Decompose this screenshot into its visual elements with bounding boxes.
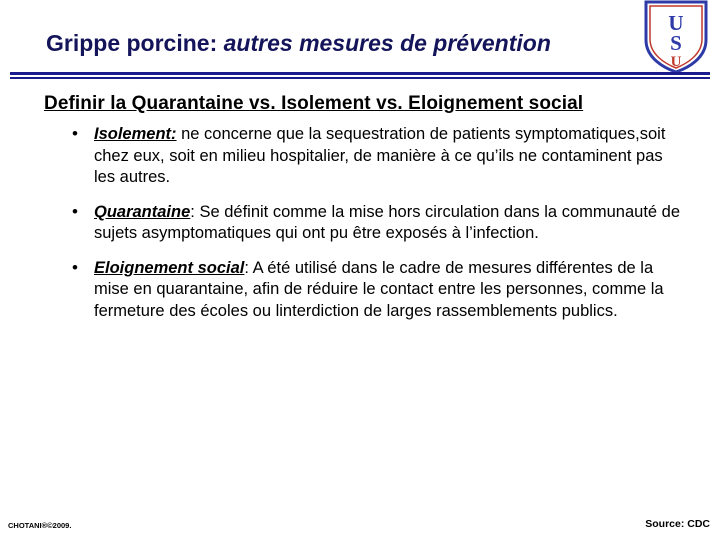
svg-text:U: U [670, 54, 682, 70]
page-title [46, 28, 680, 58]
bullet-list [44, 124, 684, 322]
svg-text:U: U [668, 11, 684, 35]
divider-line-thin [10, 77, 710, 79]
title-prefix: Grippe porcine: [46, 30, 218, 56]
title-block [46, 28, 680, 66]
bullet-text: ne concerne que la sequestration de patients symptomatiques,soit chez eux, soit en milieu hospitalier, de manière à ce qu’ils ne contaminent pas les autres. [94, 125, 666, 186]
bullet-lead: Eloignement social [94, 258, 245, 277]
body-content [44, 92, 684, 335]
list-item [72, 258, 684, 323]
bullet-text: : A été utilisé dans le cadre de mesures différentes de la mise en quarantaine, afin de réduire le contact entre les personnes, comme la fermeture des écoles ou linterdiction de larges rassemblements publics. [94, 258, 664, 320]
bullet-lead: Quarantaine [94, 202, 191, 221]
title-divider [10, 72, 710, 79]
bullet-lead: Isolement: [94, 125, 177, 143]
bullet-text: : Se définit comme la mise hors circulation dans la communauté de sujets asymptomatiques qui ont pu être exposés à l’infection. [94, 202, 681, 242]
svg-text:S: S [670, 31, 682, 55]
footer-source: Source: CDC [645, 518, 710, 530]
list-item [72, 202, 684, 245]
list-item [72, 124, 684, 189]
footer-copyright: CHOTANI®©2009. [8, 521, 72, 530]
section-heading: Definir la Quarantaine vs. Isolement vs. Eloignement social [44, 93, 584, 114]
title-emphasis: autres mesures de prévention [217, 30, 551, 56]
